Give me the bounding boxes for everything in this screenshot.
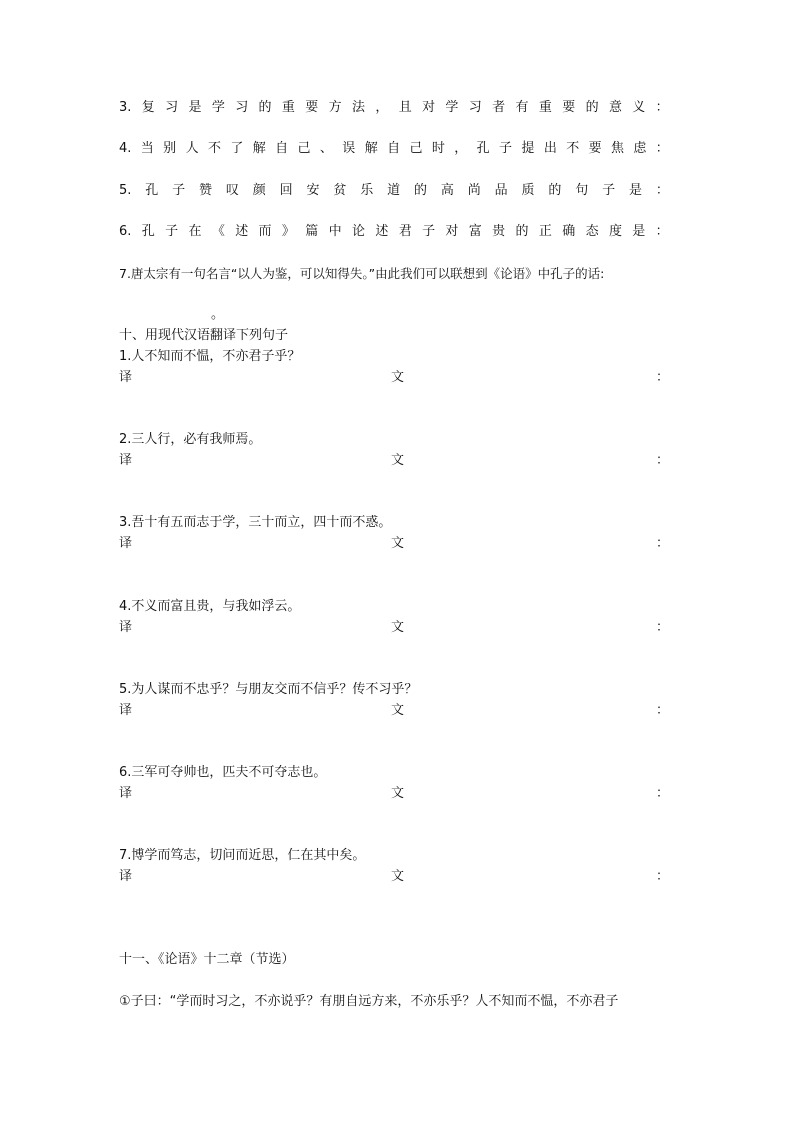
translate-item-7: 7.博学而笃志，切问而近思，仁在其中矣。 (119, 848, 366, 863)
section-11-paragraph-1: ①子曰：“学而时习之，不亦说乎？有朋自远方来，不亦乐乎？人不知而不愠，不亦君子 (119, 994, 619, 1009)
translate-item-1: 1.人不知而不愠，不亦君子乎？ (119, 349, 301, 364)
translate-item-3: 3.吾十有五而志于学，三十而立，四十而不惑。 (119, 515, 392, 530)
section-11-title: 十一、《论语》十二章（节选） (119, 952, 295, 967)
translate-answer-row-6[interactable]: 译 文 ： (119, 786, 669, 801)
question-7: 7.唐太宗有一句名言“以人为鉴，可以知得失。”由此我们可以联想到《论语》中孔子的话: (119, 266, 605, 281)
section-10-title: 十、用现代汉语翻译下列句子 (119, 328, 289, 343)
translate-answer-row-5[interactable]: 译 文 ： (119, 703, 669, 718)
question-3: 3. 复 习 是 学 习 的 重 要 方 法 ， 且 对 学 习 者 有 重 要 的 意 义 ： (119, 100, 669, 115)
question-4: 4. 当 别 人 不 了 解 自 己 、 误 解 自 己 时 ， 孔 子 提 出 不 要 焦 虑 ： (119, 141, 669, 156)
q3-num: 3. (119, 100, 132, 115)
question-6: 6. 孔 子 在 《 述 而 》 篇 中 论 述 君 子 对 富 贵 的 正 确 态 度 是 ： (119, 224, 669, 239)
question-5: 5. 孔 子 赞 叹 颜 回 安 贫 乐 道 的 高 尚 品 质 的 句 子 是 ： (119, 183, 669, 198)
translate-answer-row-1[interactable]: 译 文 ： (119, 370, 669, 385)
translate-answer-row-3[interactable]: 译 文 ： (119, 536, 669, 551)
translate-answer-row-4[interactable]: 译 文 ： (119, 620, 669, 635)
translate-item-5: 5.为人谋而不忠乎？与朋友交而不信乎？传不习乎？ (119, 682, 418, 697)
translate-item-6: 6.三军可夺帅也，匹夫不可夺志也。 (119, 765, 327, 780)
translate-answer-row-2[interactable]: 译 文 ： (119, 453, 669, 468)
translate-item-2: 2.三人行，必有我师焉。 (119, 432, 262, 447)
translate-answer-row-7[interactable]: 译 文 ： (119, 869, 669, 884)
translate-item-4: 4.不义而富且贵，与我如浮云。 (119, 599, 301, 614)
question-7-blank-period: 。 (211, 307, 225, 322)
